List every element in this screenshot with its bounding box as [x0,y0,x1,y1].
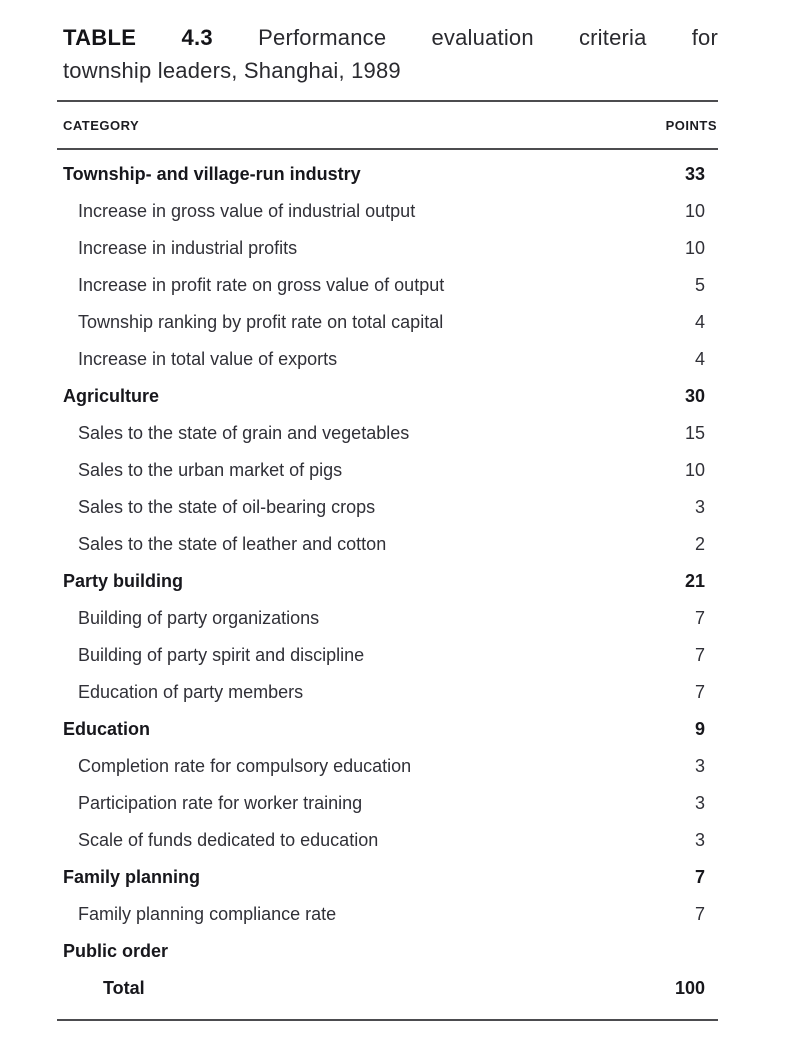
row-points-value: 3 [694,830,705,850]
table-row [57,600,718,637]
row-points-value: 7 [694,608,705,628]
row-points-value: 5 [694,275,705,295]
table-row [57,415,718,452]
row-points-value: 30 [684,386,705,406]
row-category-label: Completion rate for compulsory education [78,756,412,776]
row-points-value: 7 [694,904,705,924]
row-category-label: Scale of funds dedicated to education [78,830,379,850]
table-row [57,452,718,489]
row-category-label: Family planning compliance rate [78,904,337,924]
row-points-value: 7 [694,682,705,702]
table-row [57,785,718,822]
table-row [57,230,718,267]
table-row [57,859,718,896]
points-column-header: POINTS [665,117,717,133]
row-category-label: Township- and village-run industry [63,164,361,184]
table-row [57,341,718,378]
row-points-value: 9 [694,719,705,739]
table-row [57,489,718,526]
category-column-header: CATEGORY [63,117,140,133]
row-category-label: Township ranking by profit rate on total capital [78,312,444,332]
row-category-label: Participation rate for worker training [78,793,363,813]
row-category-label: Building of party organizations [78,608,320,628]
table-number-label: TABLE 4.3 [63,25,213,50]
row-category-label: Public order [63,941,169,961]
row-points-value: 7 [694,867,705,887]
row-category-label: Increase in gross value of industrial output [78,201,416,221]
row-category-label: Building of party spirit and discipline [78,645,365,665]
row-category-label: Sales to the state of oil-bearing crops [78,497,376,517]
table-row [57,748,718,785]
row-points-value: 15 [684,423,705,443]
table-row [57,378,718,415]
row-category-label: Sales to the state of grain and vegetables [78,423,410,443]
row-points-value: 3 [694,793,705,813]
row-category-label: Party building [63,571,184,591]
row-points-value: 2 [694,534,705,554]
row-points-value: 100 [674,978,705,998]
row-category-label: Total [103,978,145,998]
table-row [57,304,718,341]
table-row [57,711,718,748]
row-points-value: 10 [684,201,705,221]
table-4-3 [57,0,718,1021]
row-category-label: Family planning [63,867,201,887]
row-points-value: 21 [684,571,705,591]
table-row [57,970,718,1007]
row-points-value: 33 [684,164,705,184]
table-title-text: Performance evaluation criteria for [258,25,719,50]
table-row [57,563,718,600]
row-points-value: 4 [694,349,705,369]
table-row [57,267,718,304]
row-points-value: 10 [684,238,705,258]
table-row [57,156,718,193]
table-row [57,896,718,933]
rule-bottom [57,1019,718,1021]
table-title-line1 [63,21,718,54]
column-header-row [57,102,718,148]
table-row [57,822,718,859]
row-category-label: Sales to the urban market of pigs [78,460,343,480]
table-body [57,150,718,1019]
row-category-label: Education of party members [78,682,304,702]
row-category-label: Increase in profit rate on gross value of output [78,275,445,295]
row-points-value: 10 [684,460,705,480]
row-category-label: Education [63,719,151,739]
table-row [57,526,718,563]
table-title-line2: township leaders, Shanghai, 1989 [63,58,401,83]
table-row [57,637,718,674]
row-points-value: 3 [694,756,705,776]
row-category-label: Increase in total value of exports [78,349,338,369]
table-row [57,193,718,230]
row-points-value: 7 [694,645,705,665]
table-row [57,674,718,711]
row-points-value: 3 [694,497,705,517]
table-row [57,933,718,970]
table-title [57,21,718,87]
row-points-value: 4 [694,312,705,332]
row-category-label: Agriculture [63,386,160,406]
row-category-label: Sales to the state of leather and cotton [78,534,387,554]
row-category-label: Increase in industrial profits [78,238,298,258]
